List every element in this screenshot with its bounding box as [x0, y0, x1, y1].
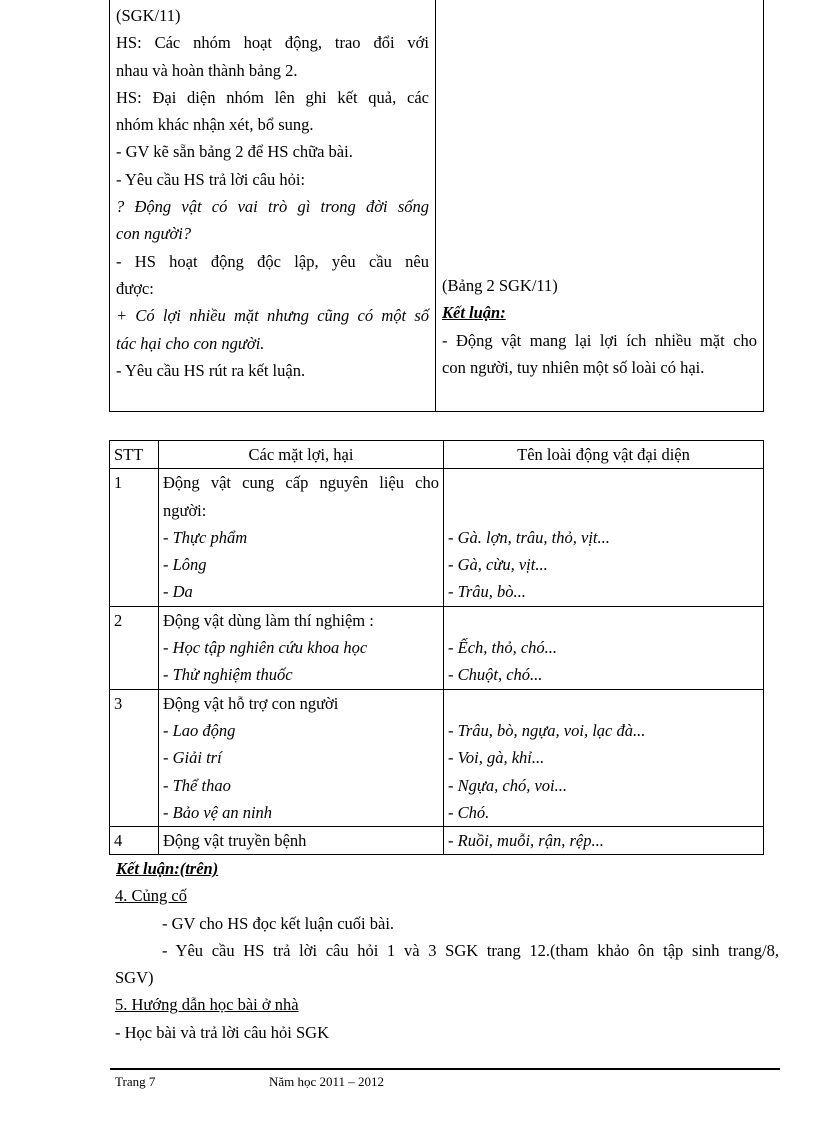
- teacher-student-activities-column: [110, 0, 436, 411]
- activity-line: nhóm khác nhận xét, bổ sung.: [116, 115, 314, 135]
- table-row: [110, 469, 764, 606]
- activity-line: HS: Đại diện nhóm lên ghi kết quả, các: [116, 87, 429, 107]
- species-examples: - Trâu, bò...: [448, 582, 526, 602]
- species-examples: - Trâu, bò, ngựa, voi, lạc đà...: [448, 720, 646, 740]
- table-conclusion: [116, 855, 779, 882]
- row-number: 3: [110, 689, 159, 826]
- section-5-title: 5. Hướng dẫn học bài ở nhà: [115, 995, 299, 1015]
- table-row: [110, 827, 764, 855]
- aspect-item: - Da: [163, 582, 193, 602]
- section-4-item-2-continued: SGV): [115, 968, 154, 988]
- species-examples: - Gà. lợn, trâu, thỏ, vịt...: [448, 527, 610, 547]
- aspect-title: Động vật hỗ trợ con người: [163, 693, 339, 713]
- species-examples: - Ếch, thỏ, chó...: [448, 638, 558, 658]
- species-examples: - Ruồi, muỗi, rận, rệp...: [448, 831, 604, 851]
- content-block: [442, 272, 757, 381]
- footer-page-number: Trang 7: [115, 1074, 156, 1089]
- species-cell: [444, 689, 764, 826]
- aspect-title: Động vật truyền bệnh: [163, 831, 307, 851]
- species-examples: - Chó.: [448, 802, 490, 822]
- activity-line: (SGK/11): [116, 6, 181, 25]
- section-4-title: 4. Củng cố: [115, 886, 187, 906]
- activity-line: - Yêu cầu HS trả lời câu hỏi:: [116, 169, 306, 189]
- species-cell: [444, 469, 764, 606]
- activity-line: ? Động vật có vai trò gì trong đời sống: [116, 197, 429, 217]
- species-examples: - Voi, gà, khỉ...: [448, 748, 545, 768]
- aspect-cell: [159, 689, 444, 826]
- species-examples: - Ngựa, chó, voi...: [448, 775, 567, 795]
- aspect-item: - Học tập nghiên cứu khoa học: [163, 638, 368, 658]
- activity-line: tác hại cho con người.: [116, 333, 265, 353]
- conclusion-label: Kết luận:: [442, 303, 506, 323]
- conclusion-text-line-2: con người, tuy nhiên một số loài có hại.: [442, 357, 705, 377]
- conclusion-text-line-1: - Động vật mang lại lợi ích nhiều mặt cho: [442, 330, 757, 350]
- table-row: [110, 689, 764, 826]
- activity-line: - Yêu cầu HS rút ra kết luận.: [116, 360, 306, 380]
- aspect-item: - Bảo vệ an ninh: [163, 802, 273, 822]
- table-row: [110, 606, 764, 689]
- table-reference: (Bảng 2 SGK/11): [442, 276, 558, 295]
- table-header-row: [110, 441, 764, 469]
- aspect-cell: [159, 469, 444, 606]
- activity-line: nhau và hoàn thành bảng 2.: [116, 60, 298, 80]
- footer-school-year: Năm học 2011 – 2012: [269, 1074, 385, 1089]
- species-cell: [444, 606, 764, 689]
- aspect-item: - Thử nghiệm thuốc: [163, 665, 293, 685]
- species-spacer: [448, 469, 759, 496]
- aspect-item: - Thực phẩm: [163, 527, 248, 547]
- header-stt: STT: [110, 441, 159, 469]
- activity-line: con người?: [116, 224, 192, 244]
- activity-line: được:: [116, 278, 154, 298]
- lesson-continuation: [115, 855, 779, 1046]
- species-spacer: [448, 607, 759, 634]
- section-4-item-2: - Yêu cầu HS trả lời câu hỏi 1 và 3 SGK trang 12.(tham khảo ôn tập sinh trang/8,: [162, 940, 779, 960]
- activity-line: HS: Các nhóm hoạt động, trao đổi với: [116, 33, 429, 53]
- table-conclusion-text: Kết luận:(trên): [116, 859, 219, 878]
- section-4-item-1: - GV cho HS đọc kết luận cuối bài.: [162, 913, 395, 933]
- species-examples: - Gà, cừu, vịt...: [448, 555, 548, 575]
- aspect-item: - Giải trí: [163, 748, 222, 768]
- section-5-item-1: - Học bài và trả lời câu hỏi SGK: [115, 1022, 330, 1042]
- header-species: Tên loài động vật đại diện: [444, 441, 764, 469]
- species-cell: [444, 827, 764, 855]
- aspect-item: - Lao động: [163, 720, 236, 740]
- aspect-item: - Thể thao: [163, 775, 231, 795]
- aspect-title: người:: [163, 500, 207, 520]
- footer-divider: [110, 1068, 780, 1070]
- row-number: 4: [110, 827, 159, 855]
- aspect-cell: [159, 827, 444, 855]
- activity-line: + Có lợi nhiều mặt nhưng cũng có một số: [116, 306, 429, 326]
- row-number: 2: [110, 606, 159, 689]
- species-examples: - Chuột, chó...: [448, 665, 543, 685]
- activity-line: - HS hoạt động độc lập, yêu cầu nêu: [116, 251, 429, 271]
- header-aspects: Các mặt lợi, hại: [159, 441, 444, 469]
- aspect-cell: [159, 606, 444, 689]
- content-column: [436, 0, 763, 411]
- species-spacer: [448, 497, 759, 524]
- animal-roles-table: [109, 440, 764, 855]
- activity-line: - GV kẽ sẵn bảng 2 để HS chữa bài.: [116, 142, 353, 162]
- row-number: 1: [110, 469, 159, 606]
- aspect-item: - Lông: [163, 555, 207, 575]
- species-spacer: [448, 690, 759, 717]
- activity-table: [109, 0, 764, 412]
- aspect-title: Động vật dùng làm thí nghiệm :: [163, 610, 374, 630]
- aspect-title: Động vật cung cấp nguyên liệu cho: [163, 473, 439, 493]
